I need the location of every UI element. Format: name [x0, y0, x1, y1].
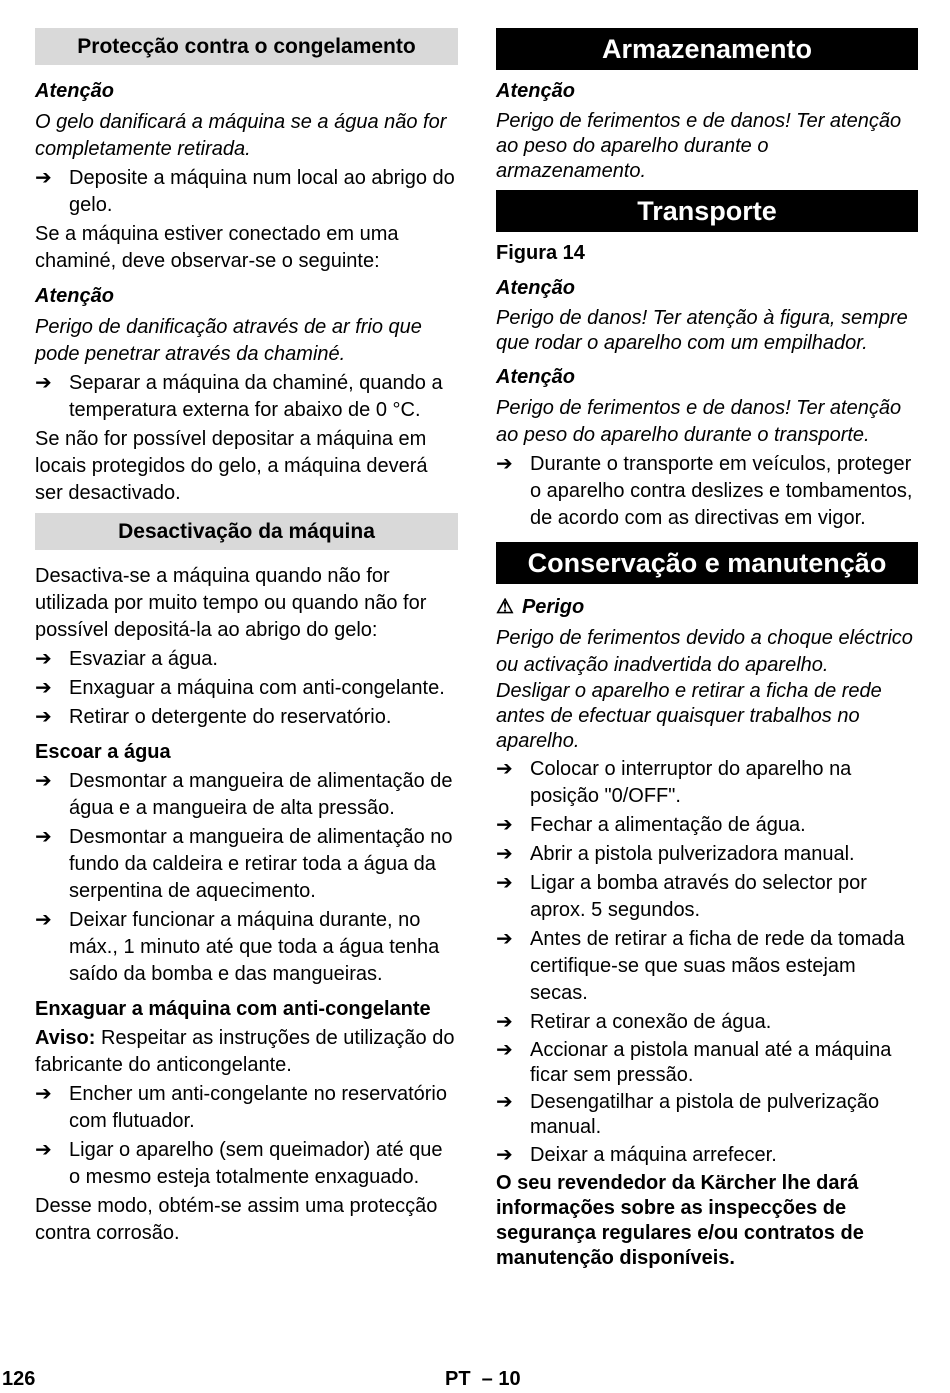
transport-attention-1: Atenção: [496, 277, 575, 299]
arrow-right-icon: ➔: [496, 1039, 513, 1061]
maintenance-danger: ⚠ Perigo: [496, 594, 918, 621]
arrow-right-icon: ➔: [496, 1144, 513, 1166]
maintenance-danger-text-2: Desligar o aparelho e retirar a ficha de rede antes de efectuar quaisquer trabalhos no aparelho.: [496, 680, 882, 752]
maintenance-step: ➔ Fechar a alimentação de água.: [496, 812, 918, 839]
maintenance-step: ➔ Ligar a bomba através do selector por aprox. 5 segundos.: [496, 872, 867, 921]
maintenance-step: ➔ Accionar a pistola manual até a máquina ficar sem pressão.: [496, 1039, 892, 1086]
arrow-right-icon: ➔: [496, 814, 513, 836]
transport-heading: Transporte: [496, 190, 918, 232]
transport-figure-label: Figura 14: [496, 242, 585, 264]
maintenance-step: ➔ Abrir a pistola pulverizadora manual.: [496, 841, 918, 868]
rinse-note-label: Aviso:: [35, 1027, 96, 1049]
maintenance-danger-text-1: Perigo de ferimentos devido a choque eléctrico ou activação inadvertida do aparelho.: [496, 627, 913, 676]
rinse-step: ➔ Encher um anti-congelante no reservatório com flutuador.: [35, 1083, 447, 1132]
frost-step-2: ➔ Separar a máquina da chaminé, quando a temperatura externa for abaixo de 0 °C.: [35, 372, 443, 421]
frost-paragraph-2: Se não for possível depositar a máquina em locais protegidos do gelo, a máquina deverá ser desactivado.: [35, 428, 428, 504]
deactivation-step: ➔ Retirar o detergente do reservatório.: [35, 704, 458, 731]
maintenance-final-note: O seu revendedor da Kärcher lhe dará informações sobre as inspecções de segurança regulares e/ou contratos de manutenção disponíveis.: [496, 1172, 864, 1269]
arrow-right-icon: ➔: [496, 928, 513, 950]
frost-attention-1-text: O gelo danificará a máquina se a água não for completamente retirada.: [35, 111, 447, 160]
storage-attention-text: Perigo de ferimentos e de danos! Ter atenção ao peso do aparelho durante o armazenamento.: [496, 110, 902, 182]
frost-attention-2: Atenção: [35, 285, 114, 307]
arrow-right-icon: ➔: [35, 1139, 52, 1161]
maintenance-step: ➔ Desengatilhar a pistola de pulverização manual.: [496, 1091, 880, 1138]
arrow-right-icon: ➔: [496, 1091, 513, 1113]
maintenance-heading: Conservação e manutenção: [496, 542, 918, 584]
frost-attention-1: Atenção: [35, 80, 114, 102]
arrow-right-icon: ➔: [496, 1011, 513, 1033]
transport-step: ➔ Durante o transporte em veículos, proteger o aparelho contra deslizes e tombamentos, de acordo com as directivas em vigor.: [496, 453, 913, 529]
frost-protection-heading: Protecção contra o congelamento: [35, 28, 458, 65]
arrow-right-icon: ➔: [496, 758, 513, 780]
right-column: [496, 28, 918, 1271]
drain-step: ➔ Deixar funcionar a máquina durante, no máx., 1 minuto até que toda a água tenha saído da bomba e das mangueiras.: [35, 909, 440, 985]
frost-attention-2-text: Perigo de danificação através de ar frio que pode penetrar através da chaminé.: [35, 316, 422, 365]
page-number: 126: [2, 1368, 36, 1390]
rinse-antifreeze-heading: Enxaguar a máquina com anti-congelante: [35, 998, 431, 1020]
arrow-right-icon: ➔: [35, 372, 52, 394]
frost-paragraph-1: Se a máquina estiver conectado em uma chaminé, deve observar-se o seguinte:: [35, 223, 399, 272]
storage-attention: Atenção: [496, 80, 575, 102]
deactivation-step: ➔ Esvaziar a água.: [35, 646, 458, 673]
drain-step: ➔ Desmontar a mangueira de alimentação no fundo da caldeira e retirar toda a água da serpentina de aquecimento.: [35, 826, 453, 902]
arrow-right-icon: ➔: [35, 770, 52, 792]
arrow-right-icon: ➔: [35, 648, 52, 670]
arrow-right-icon: ➔: [35, 1083, 52, 1105]
arrow-right-icon: ➔: [35, 167, 52, 189]
storage-heading: Armazenamento: [496, 28, 918, 70]
maintenance-step: ➔ Antes de retirar a ficha de rede da tomada certifique-se que suas mãos estejam secas.: [496, 928, 905, 1004]
arrow-right-icon: ➔: [35, 677, 52, 699]
rinse-paragraph: Desse modo, obtém-se assim uma protecção contra corrosão.: [35, 1195, 438, 1244]
transport-attention-2: Atenção: [496, 366, 575, 388]
rinse-step: ➔ Ligar o aparelho (sem queimador) até que o mesmo esteja totalmente enxaguado.: [35, 1139, 443, 1188]
arrow-right-icon: ➔: [35, 706, 52, 728]
warning-triangle-icon: ⚠: [496, 596, 514, 618]
maintenance-step: ➔ Retirar a conexão de água.: [496, 1009, 918, 1036]
language-page-label: PT – 10: [445, 1368, 521, 1390]
arrow-right-icon: ➔: [496, 872, 513, 894]
rinse-note-text: Respeitar as instruções de utilização do fabricante do anticongelante.: [35, 1027, 455, 1076]
left-column: [35, 28, 458, 1247]
deactivation-paragraph: Desactiva-se a máquina quando não for utilizada por muito tempo ou quando não for possível depositá-la ao abrigo do gelo:: [35, 565, 427, 641]
maintenance-step: ➔ Colocar o interruptor do aparelho na posição "0/OFF".: [496, 758, 852, 807]
rinse-note: [35, 1025, 458, 1079]
arrow-right-icon: ➔: [496, 843, 513, 865]
drain-water-heading: Escoar a água: [35, 741, 171, 763]
arrow-right-icon: ➔: [35, 826, 52, 848]
frost-step-1: ➔ Deposite a máquina num local ao abrigo do gelo.: [35, 167, 455, 216]
arrow-right-icon: ➔: [496, 453, 513, 475]
transport-attention-2-text: Perigo de ferimentos e de danos! Ter atenção ao peso do aparelho durante o transporte.: [496, 397, 902, 446]
deactivation-step: ➔ Enxaguar a máquina com anti-congelante.: [35, 675, 458, 702]
transport-attention-1-text: Perigo de danos! Ter atenção à figura, sempre que rodar o aparelho com um empilhador.: [496, 307, 908, 354]
deactivation-heading: Desactivação da máquina: [35, 513, 458, 550]
maintenance-step: ➔ Deixar a máquina arrefecer.: [496, 1142, 918, 1169]
drain-step: ➔ Desmontar a mangueira de alimentação de água e a mangueira de alta pressão.: [35, 770, 453, 819]
arrow-right-icon: ➔: [35, 909, 52, 931]
